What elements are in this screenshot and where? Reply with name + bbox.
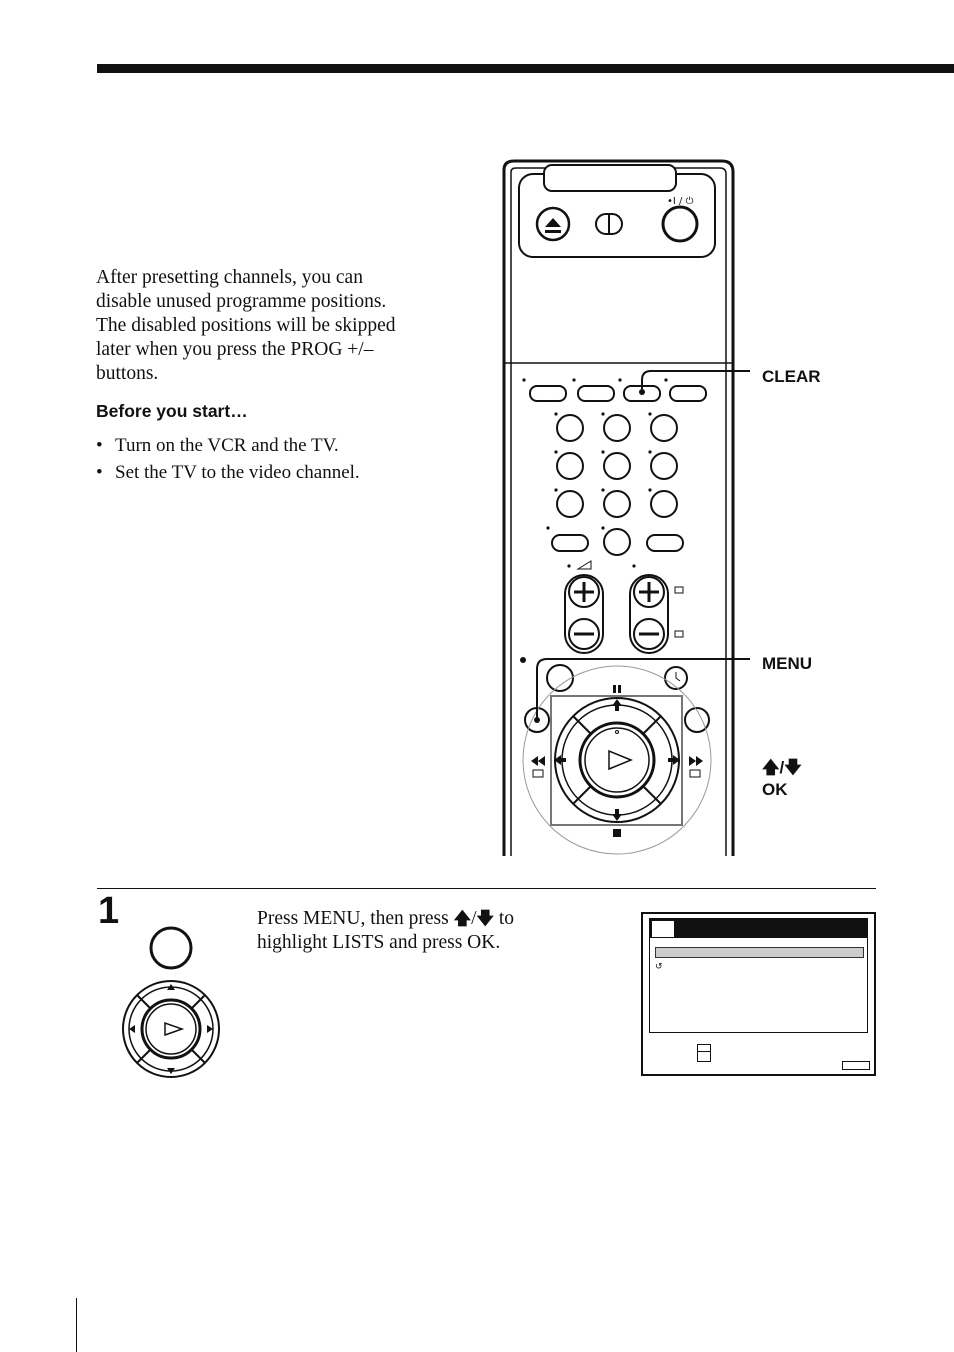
number-key-3[interactable] xyxy=(651,415,677,441)
intro-line: The disabled positions will be skipped xyxy=(96,315,396,336)
step-number: 1 xyxy=(98,890,120,932)
up-arrow-icon: 🡅 xyxy=(453,909,472,929)
display-button[interactable] xyxy=(530,386,566,401)
intro-line: buttons. xyxy=(96,363,159,384)
power-button[interactable] xyxy=(663,207,697,241)
pill-button[interactable] xyxy=(578,386,614,401)
input-select-button[interactable] xyxy=(670,386,706,401)
intro-line: After presetting channels, you can xyxy=(96,267,363,288)
number-keypad xyxy=(552,415,683,555)
select-arrows-icon xyxy=(697,1044,711,1062)
menu-title-bar xyxy=(649,918,868,938)
number-key-5[interactable] xyxy=(604,453,630,479)
list-item: • Set the TV to the video channel. xyxy=(96,459,360,486)
arrows-callout xyxy=(762,757,802,779)
number-key-0[interactable] xyxy=(604,529,630,555)
intro-line: later when you press the PROG +/– xyxy=(96,339,374,360)
menu-icon xyxy=(652,921,674,937)
index-button[interactable] xyxy=(547,665,573,691)
ok-indicator xyxy=(842,1061,870,1070)
volume-rocker[interactable] xyxy=(565,561,603,653)
intro-line: disable unused programme positions. xyxy=(96,291,387,312)
return-icon: ↺ xyxy=(655,962,663,972)
stop-icon xyxy=(613,829,621,837)
down-arrow-icon: 🡇 xyxy=(784,758,802,778)
number-key-1[interactable] xyxy=(557,415,583,441)
before-you-start-heading: Before you start… xyxy=(96,401,248,421)
digit-toggle-button[interactable] xyxy=(552,535,588,551)
number-key-2[interactable] xyxy=(604,415,630,441)
list-item: • Turn on the VCR and the TV. xyxy=(96,432,360,459)
step1-text: to xyxy=(494,908,515,929)
number-key-4[interactable] xyxy=(557,453,583,479)
slash-text: / xyxy=(779,758,785,777)
up-arrow-icon: 🡅 xyxy=(762,758,780,778)
clock-counter-button[interactable] xyxy=(647,535,683,551)
power-label: •I / ⏻ xyxy=(667,196,694,207)
number-key-6[interactable] xyxy=(651,453,677,479)
slash-text: / xyxy=(471,908,477,929)
menu-callout: MENU xyxy=(762,654,813,673)
clear-callout: CLEAR xyxy=(762,367,821,386)
number-key-7[interactable] xyxy=(557,491,583,517)
number-key-8[interactable] xyxy=(604,491,630,517)
highlighted-menu-row xyxy=(655,947,864,958)
pause-icon xyxy=(613,685,616,693)
step1-text: Press MENU, then press xyxy=(257,908,454,929)
down-arrow-icon: 🡇 xyxy=(476,909,494,929)
eject-button[interactable] xyxy=(537,208,569,240)
input-switch[interactable] xyxy=(596,214,622,234)
menu-button xyxy=(151,928,191,968)
fast-forward-icon xyxy=(689,756,703,766)
step1-instruction xyxy=(257,907,577,955)
step-divider xyxy=(97,888,876,889)
step1-text: highlight LISTS and press OK. xyxy=(257,932,501,953)
ok-callout: OK xyxy=(762,780,788,799)
tv-menu-screen xyxy=(641,912,876,1076)
step1-remote-illustration xyxy=(110,920,230,1085)
prog-rocker[interactable] xyxy=(630,575,683,653)
rewind-icon xyxy=(531,756,545,766)
page-edge-rule xyxy=(76,1298,77,1352)
menu-body xyxy=(649,938,868,1033)
number-key-9[interactable] xyxy=(651,491,677,517)
